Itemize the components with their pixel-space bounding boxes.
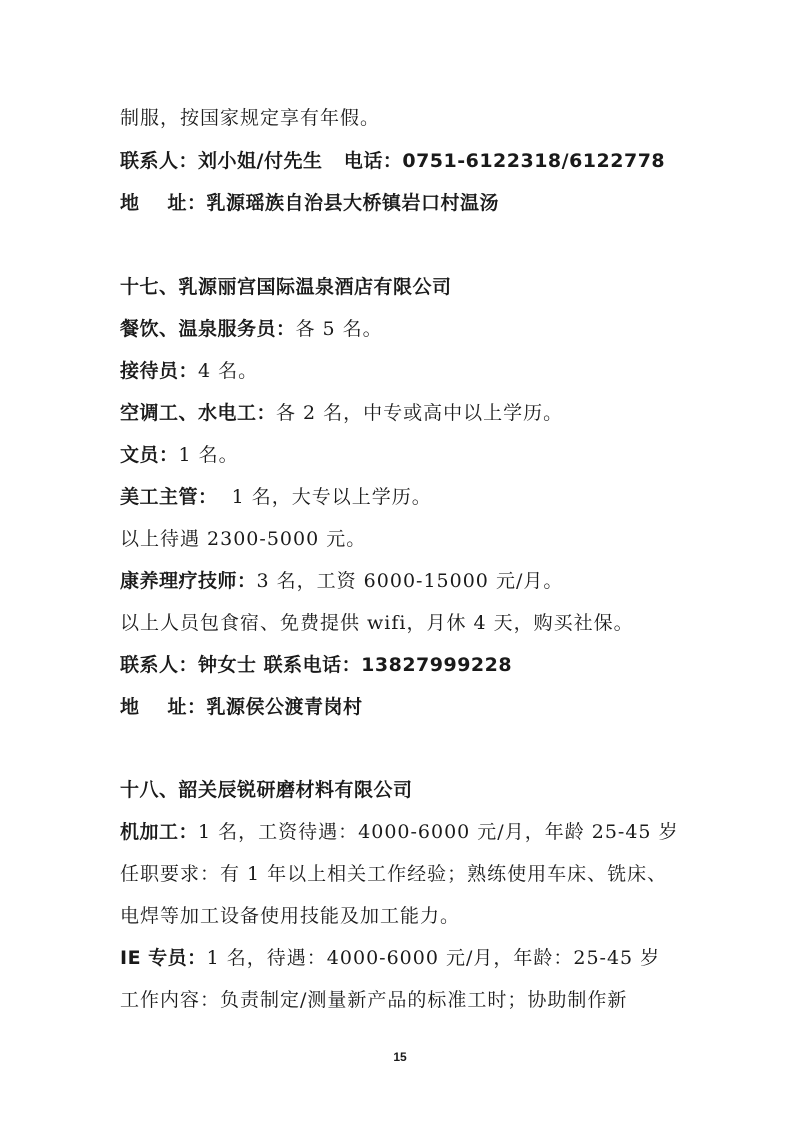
benefits-note: 以上人员包食宿、免费提供 wifi，月休 4 天，购买社保。 [120, 612, 634, 634]
description-line: 工作内容：负责制定/测量新产品的标准工时；协助制作新 [120, 989, 628, 1011]
address-label-char1: 地 [120, 696, 140, 718]
address-line [120, 694, 690, 720]
job-label: IE 专员： [120, 947, 207, 969]
job-line [120, 400, 690, 426]
address-label-char2: 址： [167, 696, 207, 718]
job-text: 1 名。 [178, 444, 239, 466]
job-line [120, 568, 690, 594]
contact-name: 刘小姐/付先生 [198, 150, 323, 172]
job-label: 文员： [120, 444, 179, 466]
address-value: 乳源瑶族自治县大桥镇岩口村温汤 [206, 192, 500, 214]
job-label: 美工主管： [120, 486, 218, 508]
contact-name: 钟女士 [198, 654, 257, 676]
phone-number: 13827999228 [361, 654, 513, 676]
job-line [120, 945, 690, 971]
section-title-18: 十八、韶关辰锐研磨材料有限公司 [120, 779, 413, 801]
phone-label: 电话： [343, 150, 403, 172]
address-line [120, 190, 690, 216]
requirement-line: 电焊等加工设备使用技能及加工能力。 [120, 905, 461, 927]
page-number: 15 [393, 1050, 407, 1064]
address-value: 乳源侯公渡青岗村 [206, 696, 363, 718]
address-label-char2: 址： [167, 192, 207, 214]
job-text: 1 名，待遇：4000-6000 元/月，年龄：25-45 岁 [206, 947, 661, 969]
contact-label: 联系人： [120, 150, 199, 172]
job-label: 餐饮、温泉服务员： [120, 318, 296, 340]
job-label: 康养理疗技师： [120, 570, 257, 592]
job-text: 3 名，工资 6000-15000 元/月。 [256, 570, 564, 592]
job-text: 1 名，工资待遇：4000-6000 元/月，年龄 25-45 岁 [198, 821, 679, 843]
contact-line [120, 148, 690, 174]
section-title-17: 十七、乳源丽宫国际温泉酒店有限公司 [120, 276, 452, 298]
salary-note: 以上待遇 2300-5000 元。 [120, 528, 367, 550]
job-line [120, 484, 690, 510]
job-text: 各 2 名，中专或高中以上学历。 [276, 402, 564, 424]
contact-label: 联系人： [120, 654, 199, 676]
job-line [120, 442, 690, 468]
contact-line [120, 652, 690, 678]
benefit-text: 制服，按国家规定享有年假。 [120, 107, 381, 129]
job-text: 1 名，大专以上学历。 [217, 486, 432, 508]
job-line [120, 819, 690, 845]
job-label: 空调工、水电工： [120, 402, 277, 424]
job-label: 机加工： [120, 821, 199, 843]
phone-number: 0751-6122318/6122778 [402, 150, 666, 172]
paragraph-line [120, 105, 690, 131]
job-text: 各 5 名。 [295, 318, 383, 340]
job-label: 接待员： [120, 360, 199, 382]
job-line [120, 316, 690, 342]
job-text: 4 名。 [198, 360, 259, 382]
job-line [120, 358, 690, 384]
requirement-line: 任职要求：有 1 年以上相关工作经验；熟练使用车床、铣床、 [120, 863, 668, 885]
phone-label: 联系电话： [263, 654, 362, 676]
address-label-char1: 地 [120, 192, 140, 214]
